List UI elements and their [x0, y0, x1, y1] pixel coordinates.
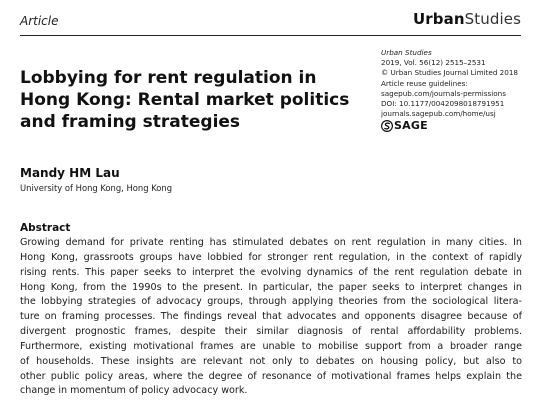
author-name: Mandy HM Lau — [20, 166, 120, 180]
sage-swirl-icon — [381, 120, 393, 132]
abstract-line: of households. These insights are relevant not only to debates on housing policy, but also to — [20, 355, 522, 367]
abstract-line: Hong Kong, from the 1990s to the present. In particular, the paper seeks to interpret changes in — [20, 281, 522, 293]
title-line: Hong Kong: Rental market politics — [20, 90, 350, 110]
abstract-line: Growing demand for private renting has stimulated debates on rent regulation in many cities. In — [20, 237, 522, 248]
article-title — [20, 67, 350, 133]
meta-journal-url[interactable]: journals.sagepub.com/home/usj — [381, 109, 496, 119]
abstract-line: the lobbying strategies of advocacy groups, through applying theories from the sociological litera- — [20, 296, 522, 308]
header-rule — [20, 35, 521, 36]
section-label: Article — [20, 14, 59, 28]
abstract-line: Furthermore, existing motivational frames are unable to mobilise support from a broader range — [20, 340, 522, 352]
abstract-heading: Abstract — [20, 222, 71, 234]
abstract-line: other public policy areas, where the degree of resonance of motivational frames helps explain the — [20, 370, 522, 382]
meta-reuse-link[interactable]: sagepub.com/journals-permissions — [381, 88, 506, 98]
meta-doi[interactable]: DOI: 10.1177/0042098018791951 — [381, 99, 505, 109]
meta-copyright: © Urban Studies Journal Limited 2018 — [381, 68, 518, 78]
abstract-line: Hong Kong, grassroots groups have lobbied for stronger rent regulation, in the context of rapidly — [20, 251, 522, 263]
journal-logo-bold: Urban — [413, 10, 465, 28]
abstract-line: divergent prognostic frames, despite their similar diagnosis of rental affordability problems. — [20, 326, 522, 338]
abstract-body — [20, 236, 522, 399]
author-affiliation: University of Hong Kong, Hong Kong — [20, 183, 173, 193]
journal-logo — [413, 10, 521, 28]
meta-volume: 2019, Vol. 56(12) 2515–2531 — [381, 58, 486, 68]
title-line: and framing strategies — [20, 112, 241, 132]
abstract-line: rising rents. This paper seeks to interpret the evolving dynamics of the rent regulation debate in — [20, 266, 522, 278]
abstract-line: ture on framing processes. The findings reveal that advocates and opponents disagree because of — [20, 311, 522, 323]
meta-journal: Urban Studies — [381, 48, 432, 57]
journal-logo-light: Studies — [464, 10, 521, 28]
publisher-name: SAGE — [394, 119, 428, 133]
meta-reuse-label: Article reuse guidelines: — [381, 78, 468, 88]
publication-metadata — [381, 48, 531, 132]
abstract-line: change in momentum of policy advocacy work. — [20, 385, 248, 397]
title-line: Lobbying for rent regulation in — [20, 68, 317, 88]
sage-logo — [381, 120, 531, 132]
